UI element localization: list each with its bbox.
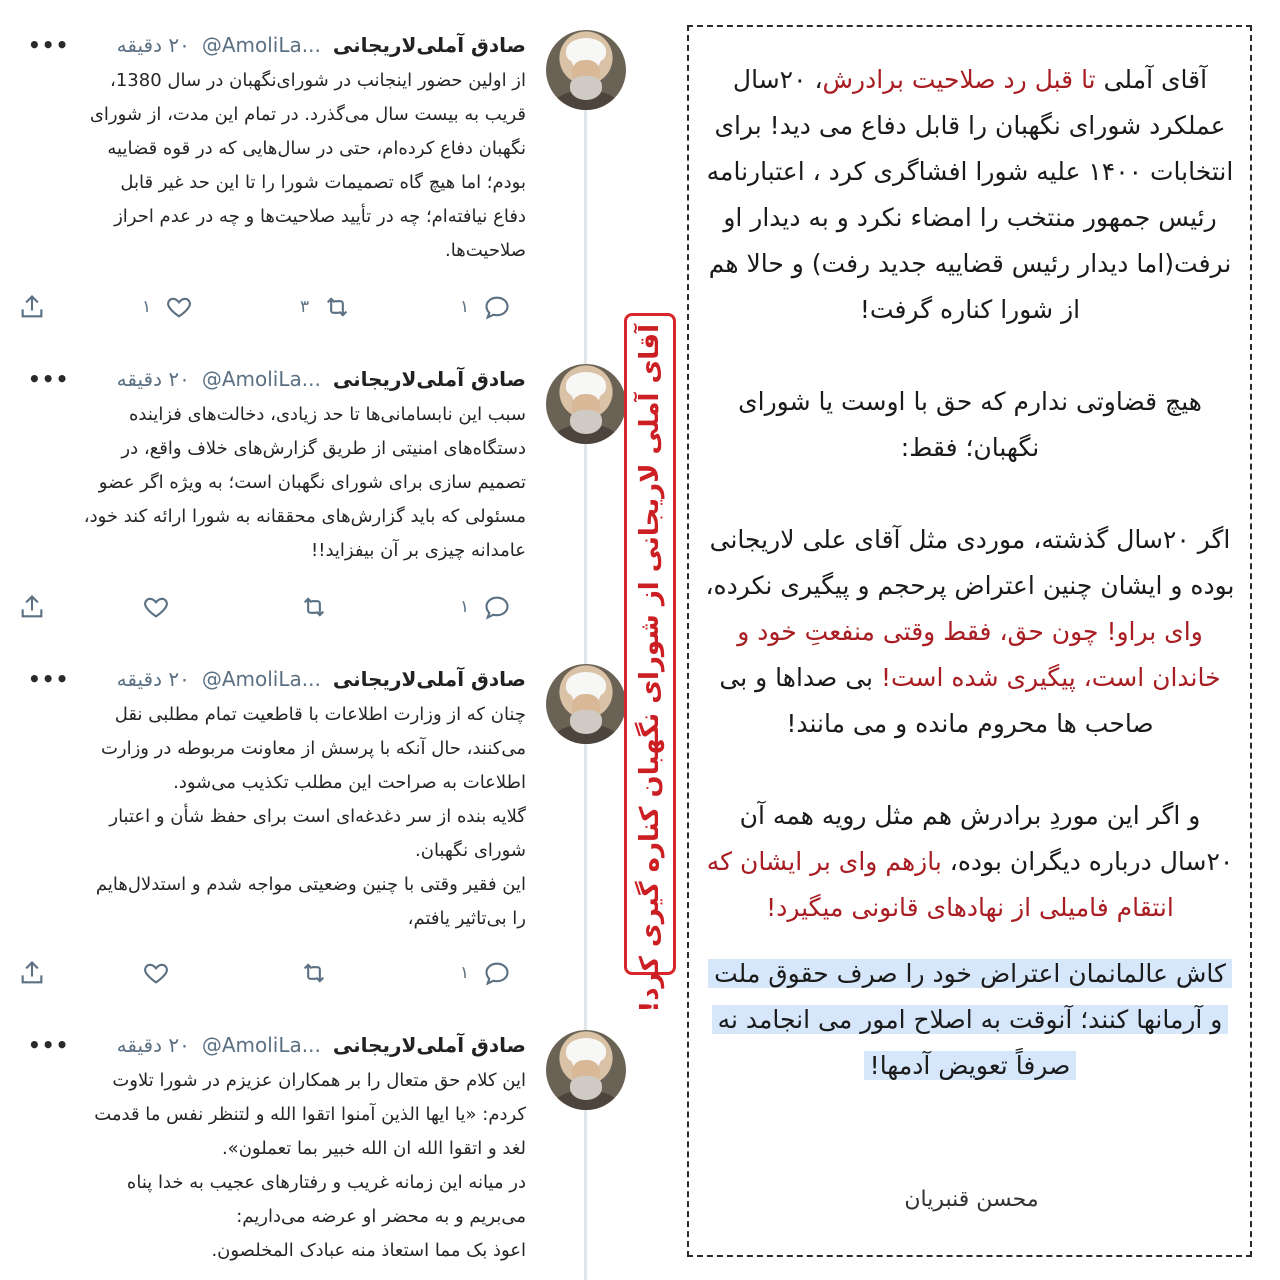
retweet-button[interactable]: [300, 956, 328, 990]
avatar[interactable]: [546, 364, 626, 444]
paragraph-5: [703, 951, 1237, 1089]
retweet-icon: [300, 959, 328, 987]
share-button[interactable]: [18, 590, 46, 624]
tweet-3[interactable]: [0, 664, 650, 954]
paragraph-4: [703, 793, 1237, 931]
share-button[interactable]: [18, 290, 46, 324]
more-icon[interactable]: •••: [28, 33, 70, 57]
author-name[interactable]: صادق آملی‌لاریجانی: [332, 367, 526, 391]
author-name[interactable]: صادق آملی‌لاریجانی: [332, 667, 526, 691]
reply-count: ۱: [460, 597, 470, 617]
reply-button[interactable]: [460, 590, 511, 624]
tweet-header: [26, 30, 526, 60]
reply-icon: [483, 293, 511, 321]
reply-button[interactable]: [460, 956, 511, 990]
caption-text: آقای آملی لاریجانی از شورای نگهبان کناره گیری کرد!: [635, 324, 665, 1013]
like-button[interactable]: [142, 590, 170, 624]
more-icon[interactable]: •••: [28, 667, 70, 691]
avatar[interactable]: [546, 1030, 626, 1110]
like-button[interactable]: [142, 290, 193, 324]
reply-count: ۱: [460, 297, 470, 317]
tweet-text: این کلام حق متعال را بر همکاران عزیزم در شورا تلاوت کردم: «یا ایها الذین آمنوا اتقوا الله و لتنظر نفس ما قدمت لغد و اتقوا الله ان الله خبیر بما تعملون». در میانه این زمانه غریب و رفتارهای عجیب به خدا پناه می‌بریم و به محضر او عرضه می‌داریم: اعوذ بک مما استعاذ منه عبادک المخلصون.: [94, 1070, 526, 1261]
reply-icon: [483, 959, 511, 987]
tweet-time[interactable]: ۲۰ دقیقه: [116, 367, 190, 391]
p1-emphasis: تا قبل رد صلاحیت برادرش: [822, 65, 1096, 94]
retweet-count: ۳: [300, 297, 310, 317]
tweet-1[interactable]: [0, 30, 650, 330]
retweet-icon: [323, 293, 351, 321]
p1-lead: آقای آملی: [1095, 65, 1208, 94]
tweet-header: [26, 364, 526, 394]
tweet-actions: [0, 290, 540, 324]
commentary-text: [703, 57, 1237, 1089]
commentary-panel: [687, 25, 1252, 1257]
tweet-4[interactable]: [0, 1030, 650, 1280]
tweet-actions: [0, 956, 540, 990]
p3-lead: اگر ۲۰سال گذشته، موردی مثل آقای علی لاریجانی بوده و ایشان چنین اعتراض پرحجم و پیگیری نکرده،: [705, 525, 1235, 600]
share-icon: [18, 593, 46, 621]
share-icon: [18, 959, 46, 987]
tweet-2[interactable]: [0, 364, 650, 594]
tweet-header: [26, 1030, 526, 1060]
retweet-button[interactable]: [300, 290, 351, 324]
reply-button[interactable]: [460, 290, 511, 324]
like-count: ۱: [142, 297, 152, 317]
reply-count: ۱: [460, 963, 470, 983]
like-icon: [142, 593, 170, 621]
avatar[interactable]: [546, 30, 626, 110]
more-icon[interactable]: •••: [28, 367, 70, 391]
like-icon: [142, 959, 170, 987]
tweet-actions: [0, 590, 540, 624]
tweet-text: سبب این نابسامانی‌ها تا حد زیادی، دخالت‌های فزاینده دستگاه‌های امنیتی از طریق گزارش‌های خلاف واقع، در تصمیم سازی برای شورای نگهبان است؛ به ویژه اگر عضو مسئولی که باید گزارش‌های محققانه به شورا ارائه کند خود، عامدانه چیزی بر آن بیفزاید!!: [83, 404, 526, 561]
like-icon: [165, 293, 193, 321]
tweet-header: [26, 664, 526, 694]
retweet-button[interactable]: [300, 590, 328, 624]
author-handle[interactable]: @AmoliLa...: [201, 367, 321, 391]
p1-rest: ، ۲۰سال عملکرد شورای نگهبان را قابل دفاع می دید! برای انتخابات ۱۴۰۰ علیه شورا افشاگری کرد ، اعتبارنامه رئیس جمهور منتخب را امضاء نکرد و به دیدار او نرفت(اما دیدار رئیس قضاییه جدید رفت) و حالا هم از شورا کناره گرفت!: [706, 65, 1234, 324]
author-name[interactable]: صادق آملی‌لاریجانی: [332, 1033, 526, 1057]
tweet-time[interactable]: ۲۰ دقیقه: [116, 667, 190, 691]
paragraph-1: [703, 57, 1237, 333]
like-button[interactable]: [142, 956, 170, 990]
author-handle[interactable]: @AmoliLa...: [201, 1033, 321, 1057]
retweet-icon: [300, 593, 328, 621]
tweet-time[interactable]: ۲۰ دقیقه: [116, 1033, 190, 1057]
author-handle[interactable]: @AmoliLa...: [201, 667, 321, 691]
p3-rest: بی صداها و بی صاحب ها محروم مانده و می مانند!: [719, 663, 1154, 738]
tweet-time[interactable]: ۲۰ دقیقه: [116, 33, 190, 57]
tweet-text: از اولین حضور اینجانب در شورای‌نگهبان در سال 1380، قریب به بیست سال می‌گذرد. در تمام این مدت، از شورای نگهبان دفاع کرده‌ام، حتی در سال‌هایی که در قوه قضاییه بودم؛ اما هیچ گاه تصمیمات شورا را تا این حد غیر قابل دفاع نیافته‌ام؛ چه در تأیید صلاحیت‌ها و چه در عدم احراز صلاحیت‌ها.: [89, 70, 526, 261]
paragraph-3: [703, 517, 1237, 747]
share-icon: [18, 293, 46, 321]
avatar[interactable]: [546, 664, 626, 744]
p4-emphasis: بازهم وای بر ایشان که انتقام فامیلی از نهادهای قانونی میگیرد!: [706, 847, 1174, 922]
reply-icon: [483, 593, 511, 621]
tweet-text: چنان که از وزارت اطلاعات با قاطعیت تمام مطلبی نقل می‌کنند، حال آنکه با پرسش از معاونت مربوطه در وزارت اطلاعات به صراحت این مطلب تکذیب می‌شود. گلایه بنده از سر دغدغه‌ای است برای حفظ شأن و اعتبار شورای نگهبان. این فقیر وقتی با چنین وضعیتی مواجه شدم و استدلال‌هایم را بی‌تاثیر یافتم،: [95, 704, 526, 929]
paragraph-2: هیچ قضاوتی ندارم که حق با اوست یا شورای نگهبان؛ فقط:: [738, 387, 1202, 462]
p3-emphasis: وای براو! چون حق، فقط وقتی منفعتِ خود و خاندان است، پیگیری شده است!: [737, 617, 1221, 692]
share-button[interactable]: [18, 956, 46, 990]
highlighted-text: کاش عالمانمان اعتراض خود را صرف حقوق ملت و آرمانها کنند؛ آنوقت به اصلاح امور می انجامد نه صرفاً تعویض آدمها!: [708, 959, 1232, 1080]
p4-lead: و اگر این موردِ برادرش هم مثل رویه همه آن ۲۰سال درباره دیگران بوده،: [739, 801, 1234, 876]
author-name[interactable]: صادق آملی‌لاریجانی: [332, 33, 526, 57]
more-icon[interactable]: •••: [28, 1033, 70, 1057]
signature: محسن قنبریان: [904, 1187, 1039, 1212]
author-handle[interactable]: @AmoliLa...: [201, 33, 321, 57]
